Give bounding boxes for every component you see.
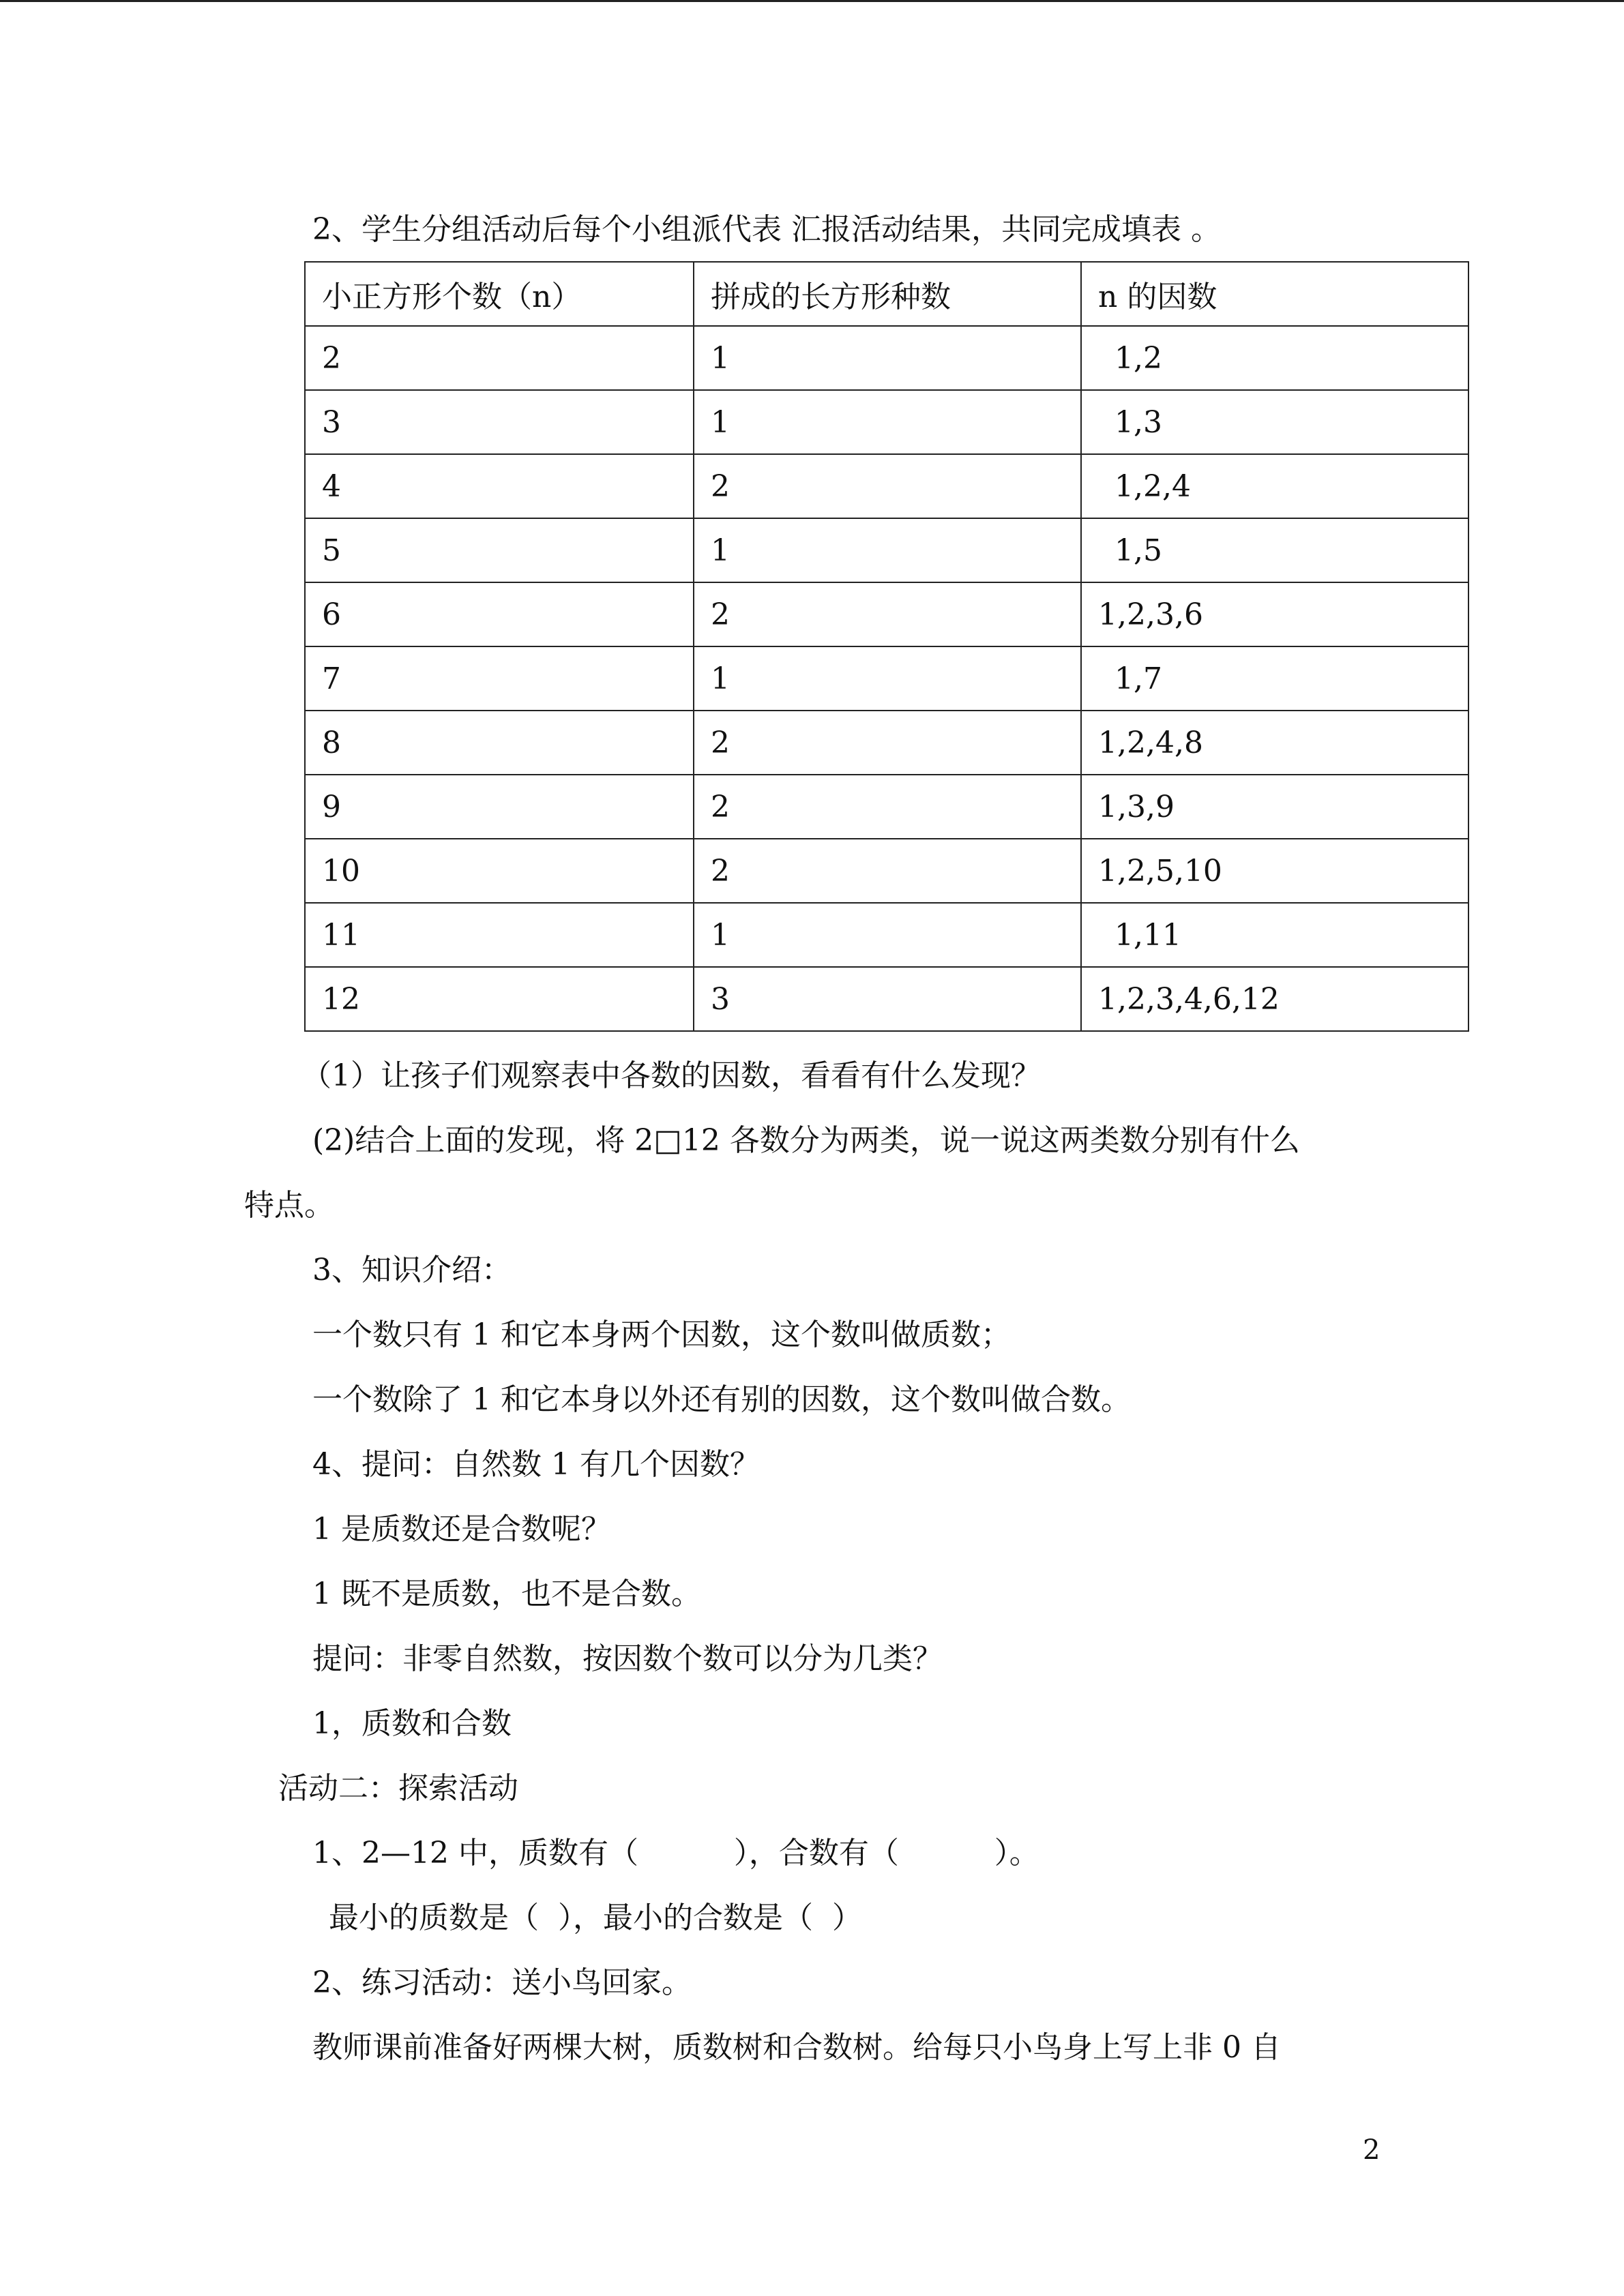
table-row (305, 454, 1468, 518)
answer-one-prime: 1 既不是质数，也不是合数。 (312, 1577, 701, 1611)
table-row (305, 711, 1468, 775)
header-rectangle-count: 拼成的长方形种数 (694, 262, 1081, 326)
table-row (305, 839, 1468, 903)
cell-n: 4 (305, 454, 694, 518)
cell-factors: 1,7 (1081, 646, 1468, 711)
cell-rectangles: 2 (694, 454, 1081, 518)
cell-factors: 1,2,3,4,6,12 (1081, 967, 1468, 1031)
prime-definition: 一个数只有 1 和它本身两个因数，这个数叫做质数； (312, 1317, 1011, 1352)
cell-n: 9 (305, 775, 694, 839)
cell-rectangles: 2 (694, 775, 1081, 839)
table-row (305, 967, 1468, 1031)
cell-rectangles: 1 (694, 390, 1081, 454)
exercise-2: 2、练习活动：送小鸟回家。 (312, 1965, 692, 2000)
table-row (305, 518, 1468, 582)
table-row (305, 390, 1468, 454)
section-3-heading: 3、知识介绍： (312, 1253, 512, 1287)
question-classify: 提问：非零自然数，按因数个数可以分为几类？ (312, 1641, 943, 1676)
answer-classify: 1，质数和合数 (312, 1706, 512, 1741)
cell-n: 12 (305, 967, 694, 1031)
cell-rectangles: 2 (694, 711, 1081, 775)
factor-table (304, 261, 1469, 1032)
cell-n: 6 (305, 582, 694, 646)
table-row (305, 775, 1468, 839)
question-1: （1）让孩子们观察表中各数的因数，看看有什么发现？ (301, 1058, 1041, 1093)
table-row (305, 646, 1468, 711)
cell-factors: 1,11 (1081, 903, 1468, 967)
cell-rectangles: 3 (694, 967, 1081, 1031)
intro-paragraph: 2、学生分组活动后每个小组派代表 汇报活动结果，共同完成填表 。 (312, 212, 1221, 247)
activity-2-heading: 活动二：探索活动 (278, 1771, 518, 1806)
cell-factors: 1,3 (1081, 390, 1468, 454)
table-header-row (305, 262, 1468, 326)
cell-factors: 1,5 (1081, 518, 1468, 582)
cell-n: 7 (305, 646, 694, 711)
cell-factors: 1,2,4 (1081, 454, 1468, 518)
table-row (305, 582, 1468, 646)
table-row (305, 326, 1468, 390)
cell-rectangles: 1 (694, 646, 1081, 711)
cell-n: 2 (305, 326, 694, 390)
cell-n: 10 (305, 839, 694, 903)
page-top-border (0, 0, 1624, 2)
question-one-prime: 1 是质数还是合数呢？ (312, 1512, 611, 1547)
cell-n: 3 (305, 390, 694, 454)
header-square-count: 小正方形个数（n） (305, 262, 694, 326)
composite-definition: 一个数除了 1 和它本身以外还有别的因数，这个数叫做合数。 (312, 1382, 1131, 1417)
cell-rectangles: 1 (694, 903, 1081, 967)
exercise-1: 1、2—12 中，质数有（ ），合数有（ ）。 (312, 1836, 1039, 1870)
cell-factors: 1,2,5,10 (1081, 839, 1468, 903)
table-row (305, 903, 1468, 967)
question-2: (2)结合上面的发现，将 2□12 各数分为两类，说一说这两类数分别有什么 (312, 1123, 1300, 1158)
cell-rectangles: 1 (694, 326, 1081, 390)
exercise-2-description: 教师课前准备好两棵大树，质数树和合数树。给每只小鸟身上写上非 0 自 (312, 2030, 1281, 2065)
question-2-continued: 特点。 (244, 1188, 334, 1223)
cell-n: 5 (305, 518, 694, 582)
cell-factors: 1,2 (1081, 326, 1468, 390)
cell-n: 11 (305, 903, 694, 967)
cell-factors: 1,2,3,6 (1081, 582, 1468, 646)
cell-rectangles: 2 (694, 582, 1081, 646)
page-number: 2 (1363, 2134, 1381, 2166)
exercise-1-smallest: 最小的质数是（ ），最小的合数是（ ） (329, 1900, 862, 1935)
section-4-heading: 4、提问：自然数 1 有几个因数？ (312, 1447, 760, 1482)
cell-rectangles: 1 (694, 518, 1081, 582)
cell-factors: 1,3,9 (1081, 775, 1468, 839)
cell-n: 8 (305, 711, 694, 775)
cell-factors: 1,2,4,8 (1081, 711, 1468, 775)
cell-rectangles: 2 (694, 839, 1081, 903)
header-factors: n 的因数 (1081, 262, 1468, 326)
